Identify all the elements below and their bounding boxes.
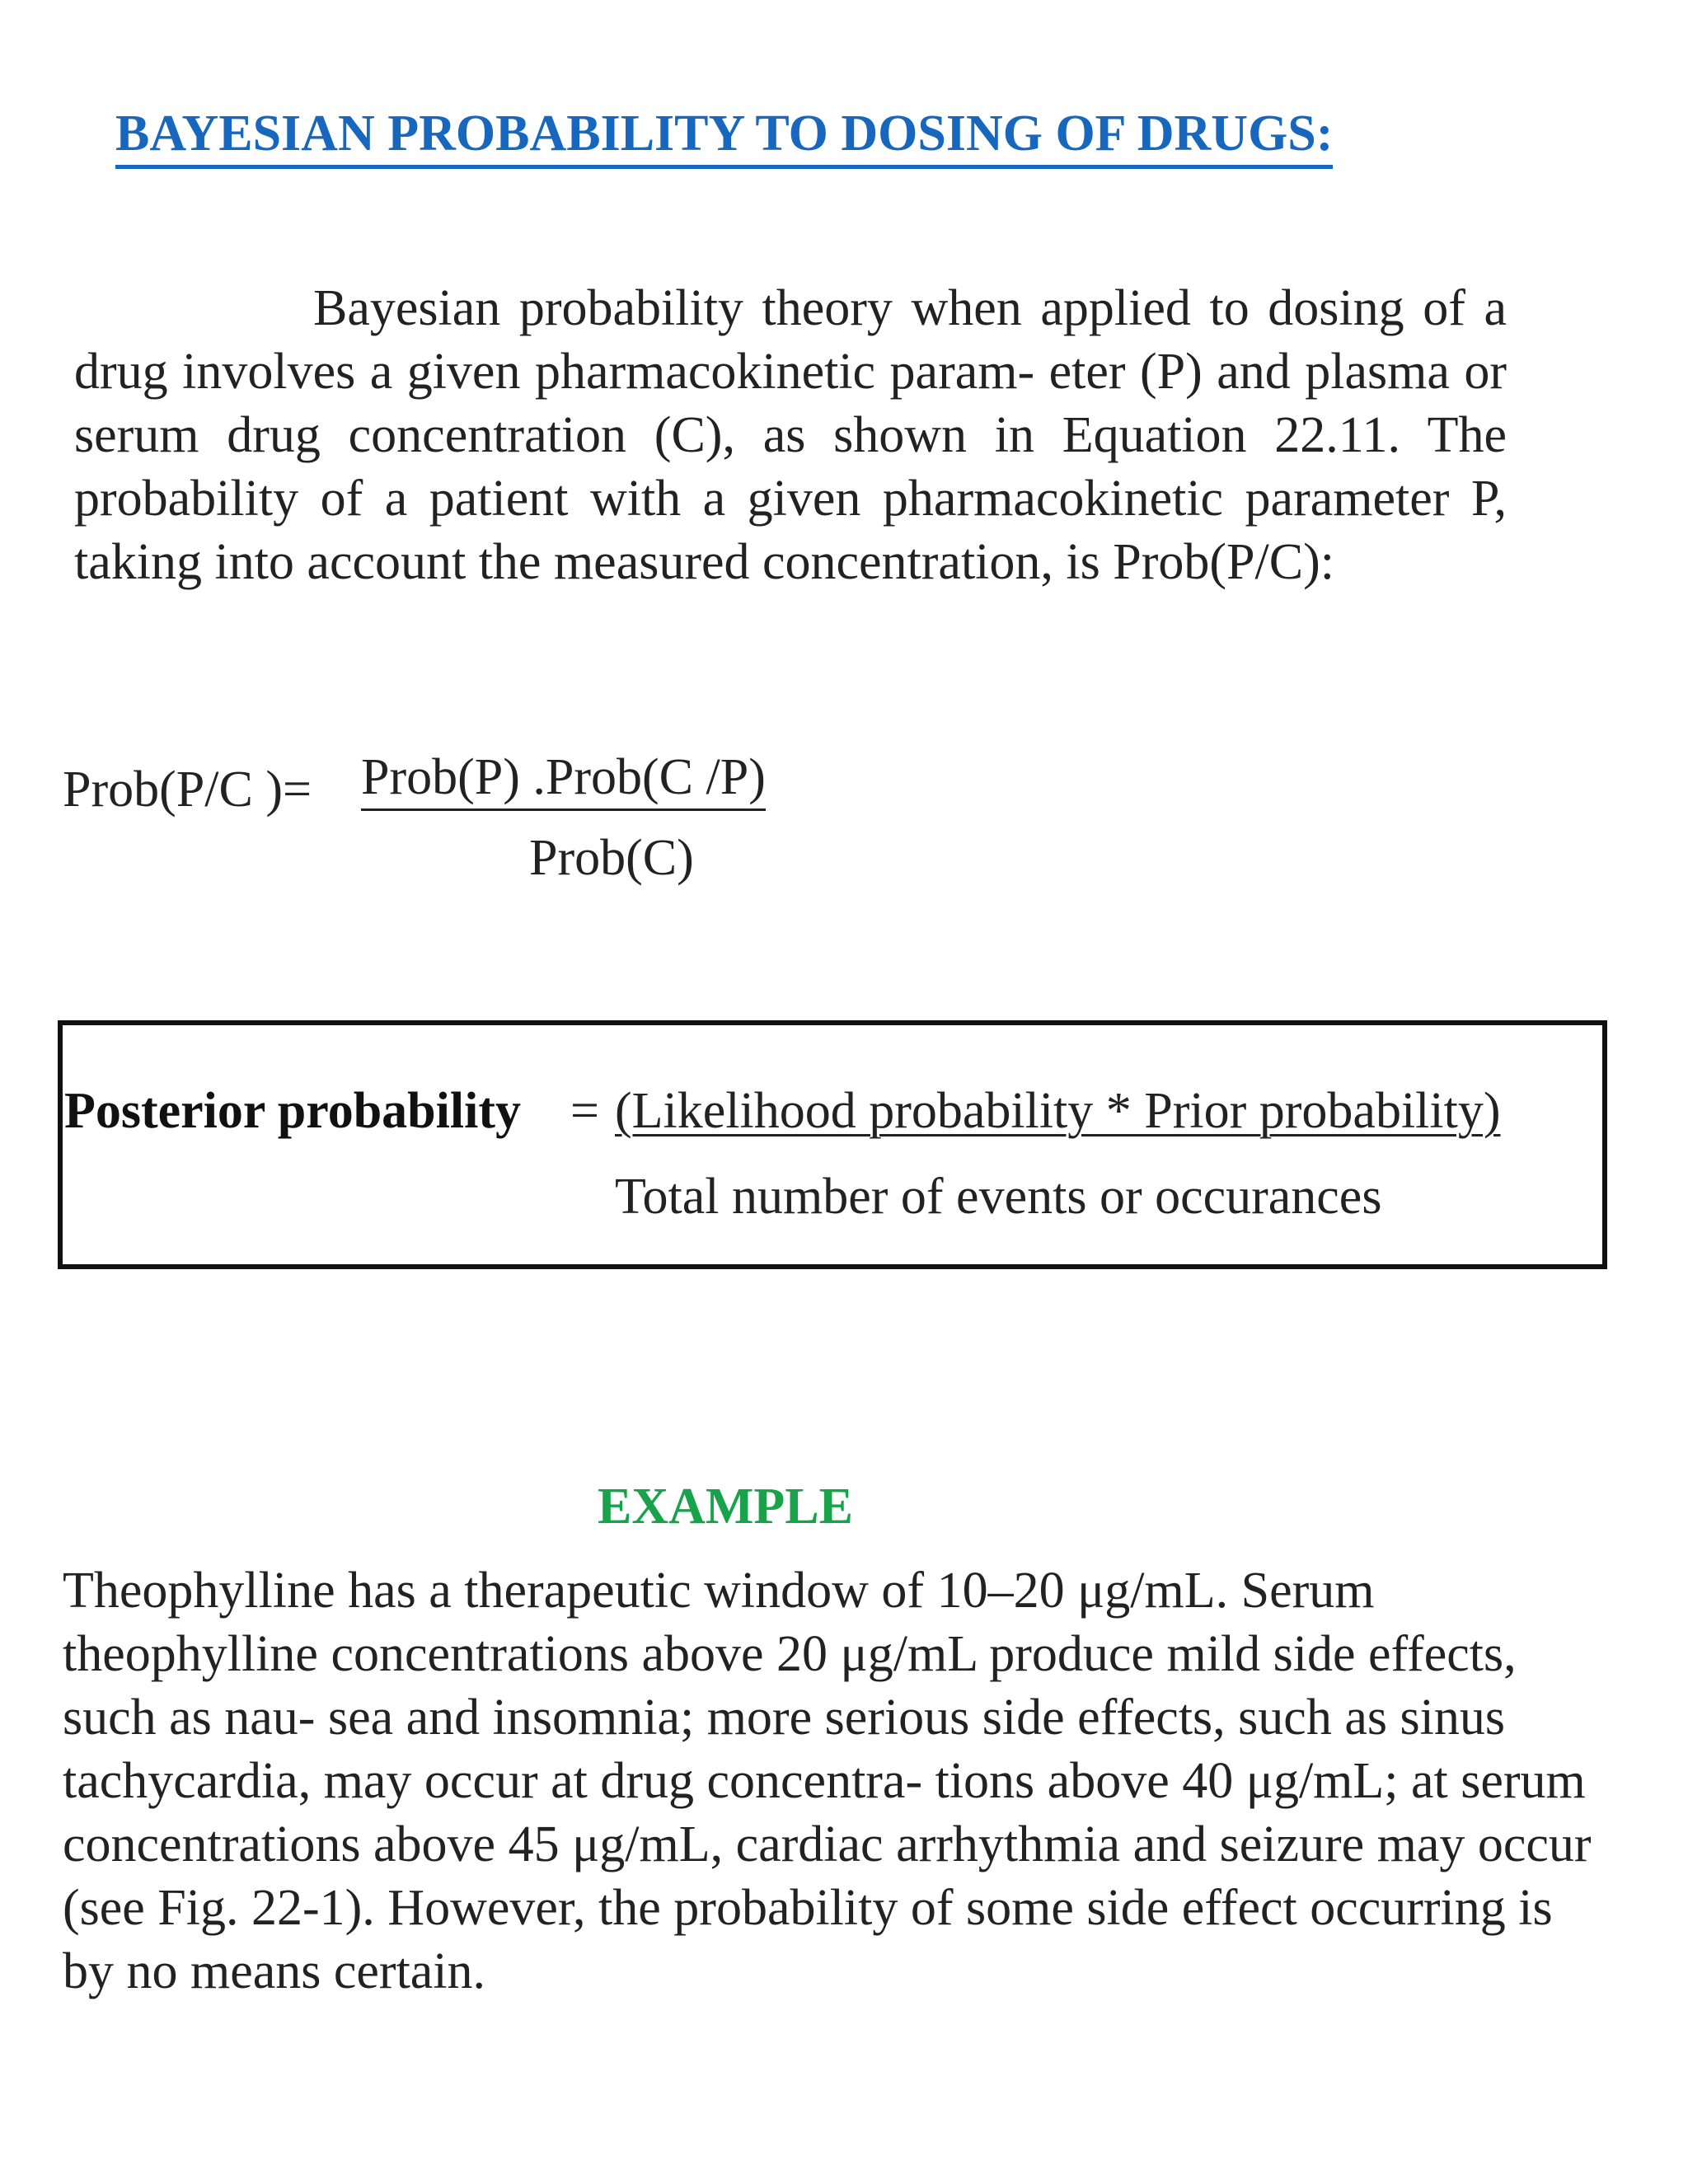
example-paragraph: Theophylline has a therapeutic window of 10–20 μg/mL. Serum theophylline concentrations above 20 μg/mL produce mild side effects, such as nau- sea and insomnia; more serious side effects, such as sinus tachycardia, may occur at drug concentra- tions above 40 μg/mL; at serum concentrations above 45 μg/mL, cardiac arrhythmia and seizure may occur (see Fig. 22-1). However, the probability of some side effect occurring is by no means certain.: [63, 1563, 1592, 1999]
intro-paragraph: Bayesian probability theory when applied to dosing of a drug involves a given pharmacokinetic param- eter (P) and plasma or serum drug concentration (C), as shown in Equation 22.11. The probability of a patient with a given pharmacokinetic parameter P, taking into account the measured concentration, is Prob(P/C):: [74, 280, 1507, 590]
formula-box: [58, 1020, 1607, 1269]
formula-lhs: Posterior probability: [64, 1083, 521, 1139]
equation-lhs: Prob(P/C )=: [63, 762, 312, 818]
equation-numerator: Prob(P) .Prob(C /P): [361, 746, 766, 811]
example-title: EXAMPLE: [598, 1479, 853, 1535]
formula-denominator: Total number of events or occurances: [615, 1169, 1382, 1225]
formula-equals: =: [570, 1083, 599, 1139]
formula-numerator: (Likelihood probability * Prior probability): [615, 1083, 1501, 1139]
equation-denominator: Prob(C): [529, 830, 694, 886]
page-heading: BAYESIAN PROBABILITY TO DOSING OF DRUGS:: [115, 102, 1333, 169]
